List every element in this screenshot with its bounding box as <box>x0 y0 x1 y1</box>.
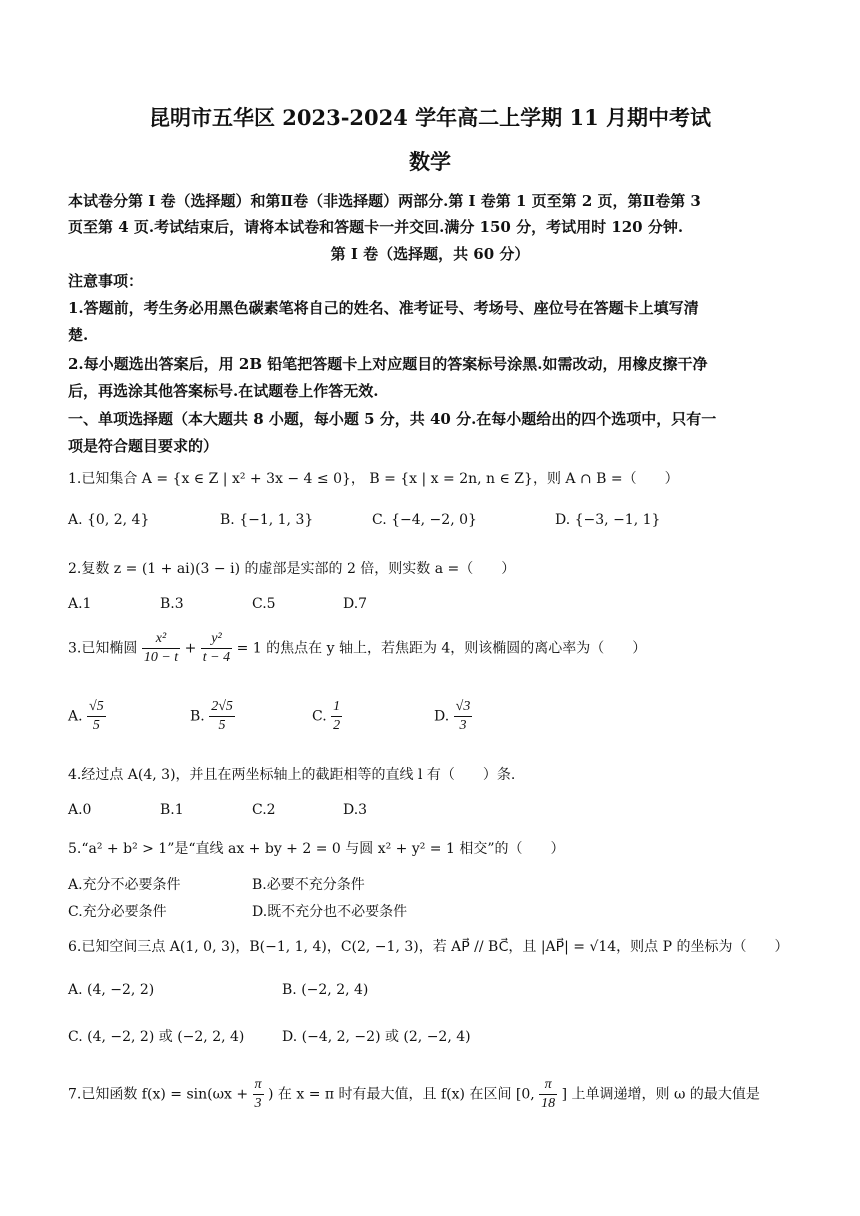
q5-option-d: D.既不充分也不必要条件 <box>252 904 408 920</box>
q7-fraction-pi-18: $\frac{\pi}{18}$ <box>541 1077 556 1111</box>
q7-stem <box>68 1076 760 1113</box>
q3-prefix: 3.已知椭圆 <box>68 640 138 657</box>
note-2-line-2: 后，再选涂其他答案标号.在试题卷上作答无效. <box>68 382 379 400</box>
q5-option-b: B.必要不充分条件 <box>252 877 365 893</box>
q1-option-d: D. {−3, −1, 1} <box>555 512 661 528</box>
q2-option-c: C.5 <box>252 596 276 612</box>
q4-option-d: D.3 <box>343 802 368 818</box>
q1-option-b: B. {−1, 1, 3} <box>220 512 314 528</box>
q5-stem: 5.“a² + b² > 1”是“直线 ax + by + 2 = 0 与圆 x² + y² = 1 相交”的（ ） <box>68 841 565 857</box>
section-1-line-1: 一、单项选择题（本大题共 8 小题，每小题 5 分，共 40 分.在每小题给出的四个选项中，只有一 <box>68 410 717 428</box>
q2-option-b: B.3 <box>160 596 184 612</box>
q4-option-b: B.1 <box>160 802 184 818</box>
intro-line-1: 本试卷分第 I 卷（选择题）和第Ⅱ卷（非选择题）两部分.第 I 卷第 1 页至第 2 页，第Ⅱ卷第 3 <box>68 192 701 210</box>
q1-option-a: A. {0, 2, 4} <box>68 512 150 528</box>
q3-option-d: D. $\frac{√3}{3}$ <box>434 699 471 733</box>
q7-suffix: ] 上单调递增，则 ω 的最大值是 <box>561 1086 760 1103</box>
q4-stem: 4.经过点 A(4, 3)，并且在两坐标轴上的截距相等的直线 l 有（ ）条. <box>68 767 516 783</box>
q2-option-a: A.1 <box>68 596 92 612</box>
q5-option-c: C.充分必要条件 <box>68 904 167 920</box>
q6-stem: 6.已知空间三点 A(1, 0, 3)，B(−1, 1, 4)，C(2, −1, 3)，若 AP⃗ // BC⃗，且 |AP⃗| = √14，则点 P 的坐标为（ ） <box>68 939 789 955</box>
intro-line-2: 页至第 4 页.考试结束后，请将本试卷和答题卡一并交回.满分 150 分，考试用时 120 分钟. <box>68 218 684 236</box>
q3-option-c: C. $\frac{1}{2}$ <box>312 699 341 733</box>
q3-option-b: B. $\frac{2√5}{5}$ <box>190 699 233 733</box>
q7-fraction-pi-3: $\frac{\pi}{3}$ <box>254 1077 262 1111</box>
q6-option-b: B. (−2, 2, 4) <box>282 982 369 998</box>
section-1-line-2: 项是符合题目要求的） <box>68 437 219 455</box>
note-1-line-1: 1.答题前，考生务必用黑色碳素笔将自己的姓名、准考证号、考场号、座位号在答题卡上填写清 <box>68 299 699 317</box>
q4-option-a: A.0 <box>68 802 92 818</box>
q5-option-a: A.充分不必要条件 <box>68 877 181 893</box>
q2-stem: 2.复数 z = (1 + ai)(3 − i) 的虚部是实部的 2 倍，则实数 a =（ ） <box>68 561 516 577</box>
q1-option-c: C. {−4, −2, 0} <box>372 512 477 528</box>
q3-suffix: = 1 的焦点在 y 轴上，若焦距为 4，则该椭圆的离心率为（ ） <box>236 640 647 657</box>
q3-option-a: A. $\frac{√5}{5}$ <box>68 699 104 733</box>
q3-fraction-x: $\frac{\text{x²}}{10 - t}$ <box>143 631 179 665</box>
note-1-line-2: 楚. <box>68 326 89 344</box>
q3-fraction-y: $\frac{\text{y²}}{t - 4}$ <box>202 631 231 665</box>
notes-heading: 注意事项： <box>68 272 144 290</box>
note-2-line-1: 2.每小题选出答案后，用 2B 铅笔把答题卡上对应题目的答案标号涂黑.如需改动，用橡皮擦干净 <box>68 355 708 373</box>
subject-title: 数学 <box>409 149 451 174</box>
q3-stem <box>68 630 646 667</box>
q4-option-c: C.2 <box>252 802 276 818</box>
q6-option-d: D. (−4, 2, −2) 或 (2, −2, 4) <box>282 1029 471 1045</box>
q7-prefix: 7.已知函数 f(x) = sin(ωx + <box>68 1086 249 1103</box>
q3-plus: + <box>184 640 197 657</box>
q2-option-d: D.7 <box>343 596 368 612</box>
q6-option-a: A. (4, −2, 2) <box>68 982 155 998</box>
q7-mid: ) 在 x = π 时有最大值，且 f(x) 在区间 [0, <box>268 1086 535 1103</box>
exam-title: 昆明市五华区 2023-2024 学年高二上学期 11 月期中考试 <box>148 105 712 130</box>
part1-heading: 第 I 卷（选择题，共 60 分） <box>330 245 530 263</box>
q6-option-c: C. (4, −2, 2) 或 (−2, 2, 4) <box>68 1029 245 1045</box>
q1-stem: 1.已知集合 A = {x ∈ Z | x² + 3x − 4 ≤ 0}， B = {x | x = 2n, n ∈ Z}，则 A ∩ B =（ ） <box>68 471 679 487</box>
